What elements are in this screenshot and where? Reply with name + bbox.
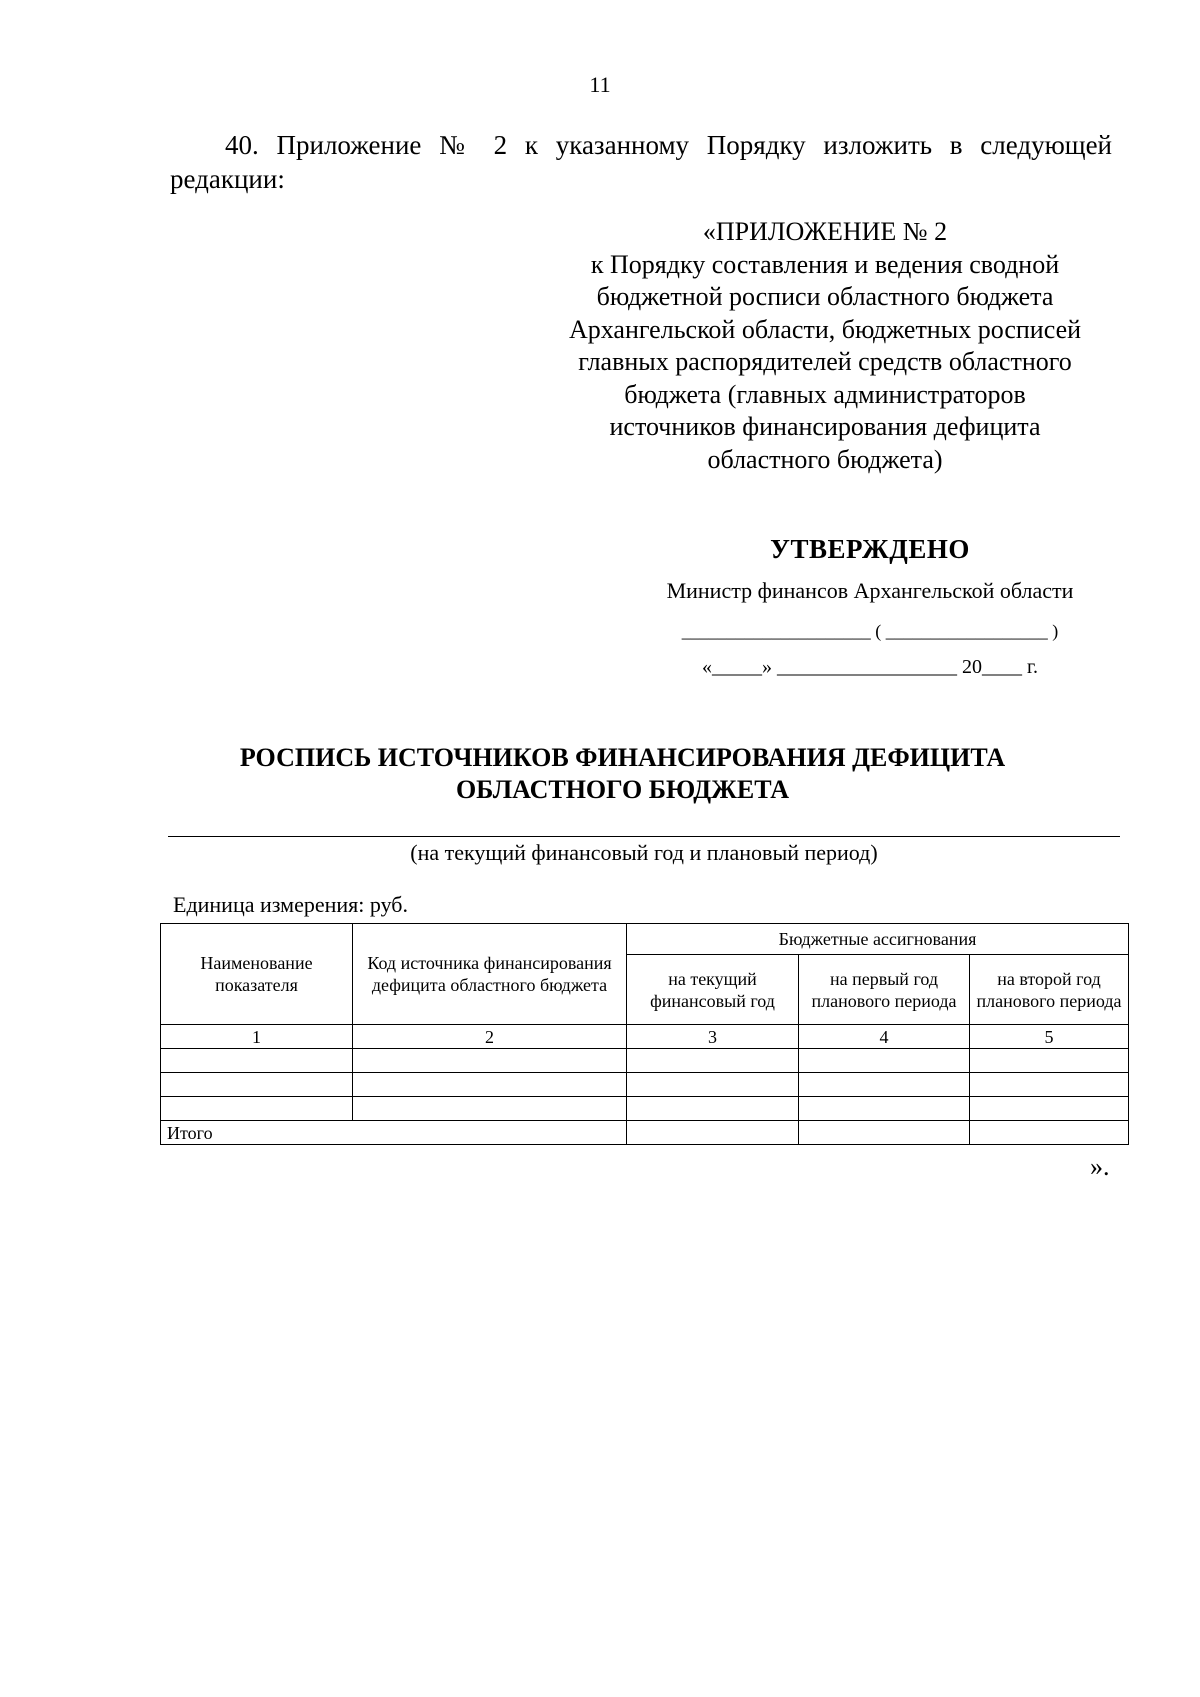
approved-by: Министр финансов Архангельской области (666, 578, 1074, 603)
table-cell (161, 1073, 353, 1097)
table-cell (627, 1097, 799, 1121)
closing-quote: ». (1090, 1152, 1110, 1181)
document-title (0, 742, 1200, 806)
table-cell (970, 1097, 1129, 1121)
table-cell (353, 1049, 627, 1073)
table-cell (161, 1097, 353, 1121)
column-number: 3 (627, 1025, 799, 1049)
column-number: 1 (161, 1025, 353, 1049)
appendix-header-line: бюджетной росписи областного бюджета (596, 282, 1054, 311)
header-indicator: Наименование показателя (161, 924, 353, 1025)
appendix-header-line: Архангельской области, бюджетных росписей (568, 314, 1082, 344)
header-current-year: на текущий финансовый год (627, 955, 799, 1025)
column-number: 2 (353, 1025, 627, 1049)
appendix-header-line: к Порядку составления и ведения сводной (590, 249, 1060, 279)
table-cell (353, 1097, 627, 1121)
table-row (161, 1049, 1129, 1073)
amendment-paragraph-text: 40. Приложение № 2 к указанному Порядку изложить в следующей редакции: (170, 130, 1112, 194)
table-row (161, 1097, 1129, 1121)
appendix-header (540, 216, 1110, 476)
appendix-header-line: бюджета (главных администраторов (624, 379, 1026, 409)
amendment-paragraph (170, 128, 1112, 196)
table-cell (970, 1121, 1129, 1145)
appendix-header-line: «ПРИЛОЖЕНИЕ № 2 (702, 217, 948, 246)
table-cell (627, 1073, 799, 1097)
approved-title: УТВЕРЖДЕНО (770, 534, 970, 564)
header-second-plan-year: на второй год планового периода (970, 955, 1129, 1025)
table-cell (970, 1073, 1129, 1097)
table-cell (627, 1049, 799, 1073)
appendix-header-line: источников финансирования дефицита (609, 412, 1041, 441)
table-cell (627, 1121, 799, 1145)
column-numbers-row (161, 1025, 1129, 1049)
appendix-header-line: областного бюджета) (707, 444, 943, 474)
table-cell (353, 1073, 627, 1097)
sources-table (160, 923, 1129, 1145)
total-label: Итого (161, 1121, 627, 1145)
title-underline (168, 836, 1120, 837)
document-title-line2: ОБЛАСТНОГО БЮДЖЕТА (455, 775, 790, 804)
total-row (161, 1121, 1129, 1145)
table-cell (799, 1121, 970, 1145)
header-first-plan-year: на первый год планового периода (799, 955, 970, 1025)
column-number: 5 (970, 1025, 1129, 1049)
header-budget-allocations: Бюджетные ассигнования (627, 924, 1129, 955)
page-number: 11 (589, 72, 611, 97)
table-cell (161, 1049, 353, 1073)
appendix-header-line: главных распорядителей средств областного (578, 347, 1072, 376)
table-cell (799, 1097, 970, 1121)
period-note: (на текущий финансовый год и плановый период) (410, 840, 878, 865)
unit-label: Единица измерения: руб. (173, 892, 408, 917)
column-number: 4 (799, 1025, 970, 1049)
document-title-line1: РОСПИСЬ ИСТОЧНИКОВ ФИНАНСИРОВАНИЯ ДЕФИЦИТА (239, 743, 1006, 772)
table-cell (799, 1049, 970, 1073)
table-cell (970, 1049, 1129, 1073)
date-line: «_____» __________________ 20____ г. (702, 656, 1038, 678)
signature-line: _____________________ ( __________________ ) (681, 621, 1059, 641)
header-source-code: Код источника финансирования дефицита областного бюджета (353, 924, 627, 1025)
table-row (161, 1073, 1129, 1097)
table-cell (799, 1073, 970, 1097)
